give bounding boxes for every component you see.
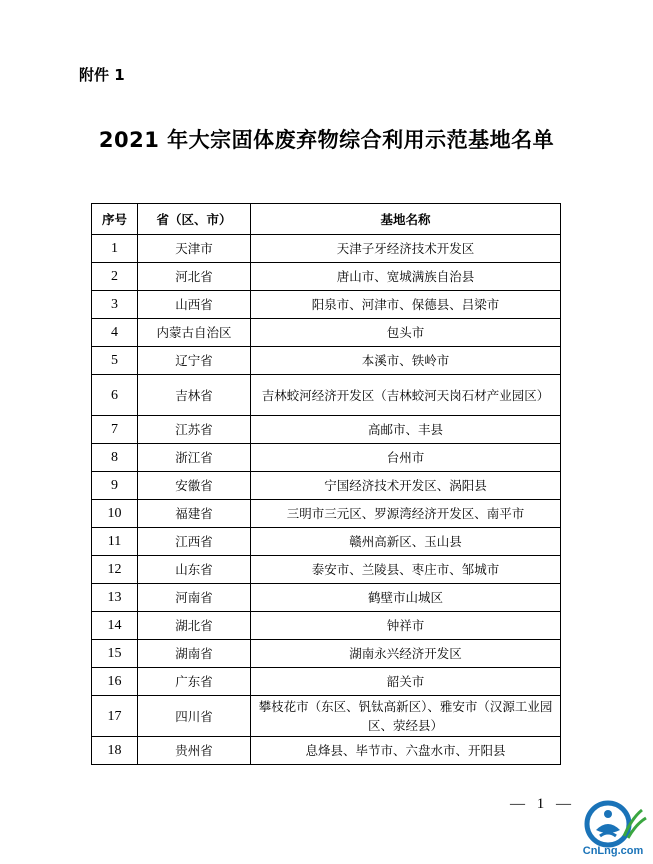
cell-province: 辽宁省 — [138, 347, 251, 375]
cell-base-name: 钟祥市 — [251, 612, 561, 640]
cell-base-name: 唐山市、宽城满族自治县 — [251, 263, 561, 291]
cell-province: 福建省 — [138, 500, 251, 528]
cell-base-name: 高邮市、丰县 — [251, 416, 561, 444]
header-serial: 序号 — [92, 204, 138, 235]
cell-serial: 15 — [92, 640, 138, 668]
page-title: 2021 年大宗固体废弃物综合利用示范基地名单 — [98, 128, 555, 152]
cell-serial: 9 — [92, 472, 138, 500]
cell-base-name: 攀枝花市（东区、钒钛高新区）、雅安市（汉源工业园区、荥经县） — [251, 696, 561, 737]
cell-serial: 10 — [92, 500, 138, 528]
table-row — [92, 584, 561, 612]
table-row — [92, 737, 561, 765]
cell-serial: 6 — [92, 375, 138, 416]
table-row — [92, 556, 561, 584]
header-base-name: 基地名称 — [251, 204, 561, 235]
cell-province: 河南省 — [138, 584, 251, 612]
cell-base-name: 泰安市、兰陵县、枣庄市、邹城市 — [251, 556, 561, 584]
cell-base-name: 三明市三元区、罗源湾经济开发区、南平市 — [251, 500, 561, 528]
table-row — [92, 528, 561, 556]
cell-serial: 14 — [92, 612, 138, 640]
cell-province: 广东省 — [138, 668, 251, 696]
cell-base-name: 韶关市 — [251, 668, 561, 696]
cell-province: 湖北省 — [138, 612, 251, 640]
cell-province: 河北省 — [138, 263, 251, 291]
cell-province: 江西省 — [138, 528, 251, 556]
cell-serial: 7 — [92, 416, 138, 444]
cell-base-name: 包头市 — [251, 319, 561, 347]
cell-province: 四川省 — [138, 696, 251, 737]
cell-base-name: 本溪市、铁岭市 — [251, 347, 561, 375]
base-list-table — [91, 203, 561, 765]
table-row — [92, 416, 561, 444]
cell-serial: 16 — [92, 668, 138, 696]
cell-province: 安徽省 — [138, 472, 251, 500]
cell-base-name: 息烽县、毕节市、六盘水市、开阳县 — [251, 737, 561, 765]
page-number: — 1 — — [510, 796, 575, 812]
cell-province: 吉林省 — [138, 375, 251, 416]
cell-base-name: 天津子牙经济技术开发区 — [251, 235, 561, 263]
cell-serial: 1 — [92, 235, 138, 263]
cell-base-name: 台州市 — [251, 444, 561, 472]
table-row — [92, 291, 561, 319]
cell-base-name: 湖南永兴经济开发区 — [251, 640, 561, 668]
table-row — [92, 640, 561, 668]
cell-province: 山西省 — [138, 291, 251, 319]
cell-province: 湖南省 — [138, 640, 251, 668]
cell-base-name: 赣州高新区、玉山县 — [251, 528, 561, 556]
cell-province: 内蒙古自治区 — [138, 319, 251, 347]
cell-base-name: 鹤壁市山城区 — [251, 584, 561, 612]
cell-serial: 12 — [92, 556, 138, 584]
logo-text: CnLng.com — [582, 845, 644, 857]
attachment-label: 附件 1 — [79, 66, 125, 84]
cell-serial: 17 — [92, 696, 138, 737]
table-row — [92, 612, 561, 640]
cell-serial: 8 — [92, 444, 138, 472]
table-row — [92, 500, 561, 528]
table-row — [92, 375, 561, 416]
cell-base-name: 宁国经济技术开发区、涡阳县 — [251, 472, 561, 500]
table-row — [92, 472, 561, 500]
cell-serial: 11 — [92, 528, 138, 556]
table-row — [92, 347, 561, 375]
table-row — [92, 444, 561, 472]
cell-serial: 2 — [92, 263, 138, 291]
table-row — [92, 319, 561, 347]
cell-province: 江苏省 — [138, 416, 251, 444]
cell-province: 浙江省 — [138, 444, 251, 472]
cell-serial: 18 — [92, 737, 138, 765]
table-row — [92, 696, 561, 737]
cell-base-name: 吉林蛟河经济开发区（吉林蛟河天岗石材产业园区） — [251, 375, 561, 416]
cell-serial: 4 — [92, 319, 138, 347]
cell-province: 山东省 — [138, 556, 251, 584]
table-row — [92, 235, 561, 263]
cell-province: 贵州省 — [138, 737, 251, 765]
table-row — [92, 263, 561, 291]
cell-serial: 3 — [92, 291, 138, 319]
table-row — [92, 668, 561, 696]
cell-base-name: 阳泉市、河津市、保德县、吕梁市 — [251, 291, 561, 319]
table-header-row — [92, 204, 561, 235]
header-province: 省（区、市） — [138, 204, 251, 235]
cell-serial: 13 — [92, 584, 138, 612]
cell-serial: 5 — [92, 347, 138, 375]
cell-province: 天津市 — [138, 235, 251, 263]
